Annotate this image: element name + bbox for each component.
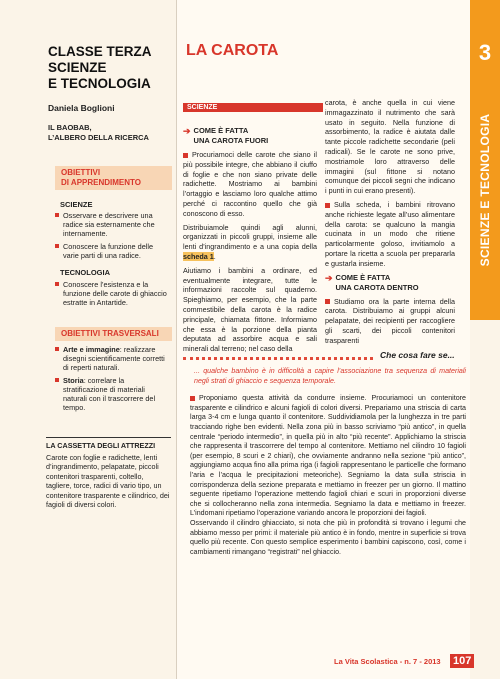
subject-line-2: E TECNOLOGIA: [48, 76, 151, 91]
subject-tag: SCIENZE: [183, 103, 323, 112]
paragraph-text: .: [213, 251, 216, 261]
class-heading: [48, 44, 152, 92]
trasversali-heading: OBIETTIVI TRASVERSALI: [55, 327, 172, 341]
objective-item: Conoscere la funzione delle varie parti di una radice.: [55, 242, 170, 260]
text-column-1: [183, 123, 317, 358]
tecnologia-subheading: TECNOLOGIA: [60, 268, 110, 277]
paragraph: [325, 297, 455, 346]
paragraph-text: Sulla scheda, i bambini ritrovano anche richieste legate all’uso alimentare della carota: se qualcuno la mangia cucinata in un modo che ritiene particolarmente goloso, invitiamolo a portare la ricetta a scuola per prepararla e gustarla insieme.: [325, 199, 455, 268]
scienze-objectives: [55, 211, 170, 263]
bullet-square-icon: [325, 203, 330, 208]
paragraph: [183, 150, 317, 219]
objective-item: [55, 345, 170, 373]
subject-line-1: SCIENZE: [48, 60, 107, 75]
what-to-do-title: Che cosa fare se...: [380, 350, 455, 360]
paragraph: [325, 200, 455, 269]
bullet-square-icon: [183, 153, 188, 158]
highlight-scheda: scheda 1: [183, 251, 214, 261]
what-to-do-text-2: Osservando il cilindro ghiacciato, si nota che più in profondità si trovano i legumi che abbiamo messo per primi: il materiale più antico è in fondo, mentre in superficie si trova quello più recente. Con questo semplice esperimento i bambini capiscono, così, come i cambiamenti rimangano “registrati” nel ghiaccio.: [190, 518, 466, 556]
item-subject: Arte e immagine: [63, 345, 120, 354]
toolbox-text: Carote con foglie e radichette, lenti d’ingrandimento, pelapatate, piccoli contenitori trasparenti, coltello, tagliere, torce, radici di vario tipo, un contenitore trasparente e cilindrico, dei fagioli di diversi colori.: [46, 452, 170, 509]
trasversali-objectives: [55, 345, 170, 415]
paragraph-text: Proponiamo questa attività da condurre insieme. Procuriamoci un contenitore trasparente e cilindrico e alcuni fagioli di colori diversi. Prepariamo una striscia di carta larga 3-4 cm e lunga quanto il contenitore. Suddividiamola per la lunghezza in tre parti tracciando righe ben evidenti. Nella zona più in basso scriviamo “più antico”, in quella centrale “periodo intermedio”, in quella più in alto “più recente”. Applichiamo la striscia che rappresenta il trascorrere del tempo al contenitore. Mettiamo nel cilindro 10 fagioli (per esempio, 8 scuri e 2 chiari), che ovviamente andranno nella sezione “più antico”, aggiungiamo acqua fino alla prima riga (i fagioli rappresentano le particelle che formano l’aria e l’acqua le precipitazioni meteoriche). Segniamo la data sulla striscia in corrispondenza della sezione preparata e mettiamo in freezer per un giorno. Il mattino seguente ripetiamo l’operazione mettendo fagioli chiari e scuri in proporzioni diverse che si collocheranno nella zona intermedia. Segniamo la data e mettiamo in freezer. L’indomani ripetiamo l’operazione variando ancora le proporzioni dei fagioli.: [190, 394, 466, 518]
objective-item: Osservare e descrivere una radice sia esternamente che internamente.: [55, 211, 170, 239]
section-heading-inside: [325, 273, 455, 293]
objectives-line-1: OBIETTIVI: [61, 168, 101, 177]
toolbox-title: LA CASSETTA DEGLI ATTREZZI: [46, 441, 156, 450]
text-column-2: [325, 98, 455, 350]
arrow-right-icon: ➔: [183, 126, 191, 136]
objectives-line-2: DI APPRENDIMENTO: [61, 178, 142, 187]
section-heading-outside: [183, 126, 317, 146]
bullet-square-icon: [325, 299, 330, 304]
dotted-divider: [183, 357, 373, 360]
book-title: [48, 123, 149, 143]
side-section-label: SCIENZE E TECNOLOGIA: [478, 113, 492, 267]
tecnologia-objectives: [55, 280, 170, 311]
objective-item: [55, 376, 170, 413]
what-to-do-box: [190, 367, 466, 557]
paragraph-text: Procuriamoci delle carote che siano il più possibile integre, che abbiano il ciuffo di foglie e che non siano private delle radichette. Mostriamo ai bambini l’ortaggio e lasciamo loro qualche attimo perché ci raccontino quello che già conoscono di esso.: [183, 150, 317, 218]
class-title: CLASSE TERZA: [48, 44, 152, 59]
objective-item: Conoscere l’esistenza e la funzione delle carote di ghiaccio estratte in Antartide.: [55, 280, 170, 308]
page-title: LA CAROTA: [186, 42, 279, 59]
section-line-1: COME È FATTA: [335, 272, 391, 282]
book-line-2: L’ALBERO DELLA RICERCA: [48, 133, 149, 142]
arrow-right-icon: ➔: [325, 272, 333, 283]
objectives-heading: [55, 166, 172, 190]
author: Daniela Boglioni: [48, 103, 115, 113]
scienze-subheading: SCIENZE: [60, 200, 93, 209]
chapter-number: 3: [478, 40, 492, 65]
item-text: : realizzare disegni scientificamente corretti di reperti naturali.: [63, 345, 165, 373]
section-side-tab: [470, 0, 500, 320]
item-subject: Storia: [63, 375, 84, 385]
bullet-square-icon: [190, 396, 195, 401]
paragraph: Aiutiamo i bambini a ordinare, ed eventualmente integrare, tutte le informazioni raccolte sul quaderno. Spieghiamo, per esempio, che la parte commestibile della carota è la radice principale, chiamata fittone. Informiamo che essa è la porzione della pianta deputata ad assorbire acqua e sali minerali dal terreno; nel caso della: [183, 265, 317, 354]
section-line-2: UNA CAROTA DENTRO: [335, 282, 419, 292]
toolbox-box: [46, 437, 171, 510]
footer-publication: La Vita Scolastica - n. 7 - 2013: [334, 657, 441, 666]
paragraph-text: Distribuiamole quindi agli alunni, organizzati in piccoli gruppi, insieme alle lenti d’ingrandimento e a una copia della: [183, 222, 317, 252]
paragraph: [183, 223, 317, 262]
section-line-2: UNA CAROTA FUORI: [193, 136, 269, 145]
page-number: 107: [450, 654, 474, 668]
paragraph: carota, è anche quella in cui viene immagazzinato il nutrimento che sarà usato in seguito. Nella funzione di assorbimento, la radice è aiutata dalle tante piccole radichette secondarie (peli radicali). Se le carote ne sono prive, mostriamole loro attraverso delle immagini (sul fittone si notano comunque dei piccoli segni che indicano i punti in cui erano presenti).: [325, 98, 455, 196]
what-to-do-intro: ... qualche bambino è in difficoltà a capire l’associazione tra sequenza di materiali negli strati di ghiaccio e sequenza temporale.: [194, 367, 466, 385]
what-to-do-text: [190, 394, 466, 519]
item-text: : correlare la stratificazione di materiali naturali con il trascorrere del tempo.: [63, 375, 156, 413]
section-line-1: COME È FATTA: [193, 126, 249, 135]
book-line-1: IL BAOBAB,: [48, 123, 92, 132]
paragraph-text: Studiamo ora la parte interna della carota. Distribuiamo ai gruppi alcuni pelapatate, dei recipienti per raccogliere gli scarti, dei piccoli contenitori trasparenti: [325, 296, 455, 345]
